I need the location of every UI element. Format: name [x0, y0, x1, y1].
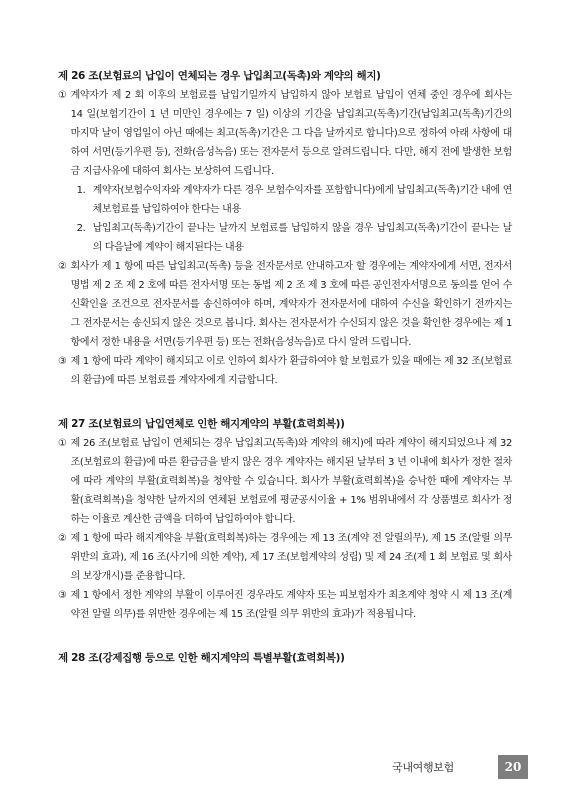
article-26-item-2	[77, 219, 512, 257]
article-27	[58, 416, 512, 624]
footer-doc-title: 국내여행보험	[392, 761, 454, 774]
article-26-item-1	[77, 181, 512, 219]
paragraph-text: 회사가 제 1 항에 따른 납입최고(독촉) 등을 전자문서로 안내하고자 할 경우에는 계약자에게 서면, 전자서명법 제 2 조 제 2 호에 따른 전자서명 또는 동법 제 2 조 제 3 호에 따른 공인전자서명으로 동의를 얻어 수신확인을 조건으로 전자문서를 송신하여야 하며, 계약자가 전자문서에 대하여 수신을 확인하기 전까지는 그 전자문서는 송신되지 않은 것으로 봅니다. 회사는 전자문서가 수신되지 않은 것을 확인한 경우에는 제 1 항에서 정한 내용을 서면(등기우편 등) 또는 전화(음성녹음)로 다시 알려 드립니다.	[70, 261, 512, 348]
article-27-paragraph-2	[58, 529, 512, 586]
paragraph-marker: ①	[58, 438, 67, 449]
paragraph-marker: ②	[58, 261, 67, 272]
article-28-title: 제 28 조(강제집행 등으로 인한 해지계약의 특별부활(효력회복))	[58, 652, 345, 664]
article-26-title: 제 26 조(보험료의 납입이 연체되는 경우 납입최고(독촉)와 계약의 해지)	[58, 70, 381, 82]
paragraph-marker: ③	[58, 590, 67, 601]
item-marker: 2.	[76, 223, 86, 234]
article-26-paragraph-2	[58, 257, 512, 352]
article-27-title: 제 27 조(보험료의 납입연체로 인한 해지계약의 부활(효력회복))	[58, 418, 345, 430]
paragraph-marker: ①	[58, 90, 67, 101]
document-body	[58, 68, 512, 666]
paragraph-text: 계약자가 제 2 회 이후의 보험료를 납입기일까지 납입하지 않아 보험료 납입이 연체 중인 경우에 회사는 14 일(보험기간이 1 년 미만인 경우에는 7 일) 이상의 기간을 납입최고(독촉)기간(납입최고(독촉)기간의 마지막 날이 영업일이 아닌 때에는 최고(독촉)기간은 그 다음 날까지로 합니다)으로 정하여 아래 사항에 대하여 서면(등기우편 등), 전화(음성녹음) 또는 전자문서 등으로 알려드립니다. 다만, 해지 전에 발생한 보험금 지급사유에 대하여 회사는 보상하여 드립니다.	[70, 90, 512, 177]
article-26-paragraph-1	[58, 86, 512, 257]
article-26	[58, 68, 512, 390]
item-text: 납입최고(독촉)기간이 끝나는 날까지 보험료를 납입하지 않을 경우 납입최고(독촉)기간이 끝나는 날의 다음날에 계약이 해지된다는 내용	[92, 223, 512, 253]
paragraph-text: 제 1 항에 따라 계약이 해지되고 이로 인하여 회사가 환급하여야 할 보험료가 있을 때에는 제 32 조(보험료의 환급)에 따른 보험료를 계약자에게 지급합니다.	[70, 356, 512, 386]
paragraph-marker: ③	[58, 356, 67, 367]
page-number-badge: 20	[498, 755, 528, 779]
paragraph-text: 제 26 조(보험료 납입이 연체되는 경우 납입최고(독촉)와 계약의 해지)에 따라 계약이 해지되었으나 제 32 조(보험료의 환급)에 따른 환급금을 받지 않은 경우 계약자는 해지된 날부터 3 년 이내에 회사가 정한 절차에 따라 계약의 부활(효력회복)을 청약할 수 있습니다. 회사가 부활(효력회복)을 승낙한 때에 계약자는 부활(효력회복)을 청약한 날까지의 연체된 보험료에 평균공시이율 + 1% 범위내에서 각 상품별로 회사가 정하는 이율로 계산한 금액을 더하여 납입하여야 합니다.	[70, 438, 512, 525]
article-27-paragraph-1	[58, 434, 512, 529]
article-26-paragraph-3	[58, 352, 512, 390]
paragraph-marker: ②	[58, 533, 67, 544]
item-marker: 1.	[76, 185, 86, 196]
paragraph-text: 제 1 항에 따라 해지계약을 부활(효력회복)하는 경우에는 제 13 조(계약 전 알릴의무), 제 15 조(알릴 의무 위반의 효과), 제 16 조(사기에 의한 계약), 제 17 조(보험계약의 성립) 및 제 24 조(제 1 회 보험료 및 회사의 보장개시)를 준용합니다.	[70, 533, 512, 582]
paragraph-text: 제 1 항에서 정한 계약의 부활이 이루어진 경우라도 계약자 또는 피보험자가 최초계약 청약 시 제 13 조(계약전 알릴 의무)를 위반한 경우에는 제 15 조(알릴 의무 위반의 효과)가 적용됩니다.	[70, 590, 512, 620]
item-text: 계약자(보험수익자와 계약자가 다른 경우 보험수익자를 포함합니다)에게 납입최고(독촉)기간 내에 연체보험료를 납입하여야 한다는 내용	[92, 185, 512, 215]
article-27-paragraph-3	[58, 586, 512, 624]
article-28	[58, 650, 512, 666]
